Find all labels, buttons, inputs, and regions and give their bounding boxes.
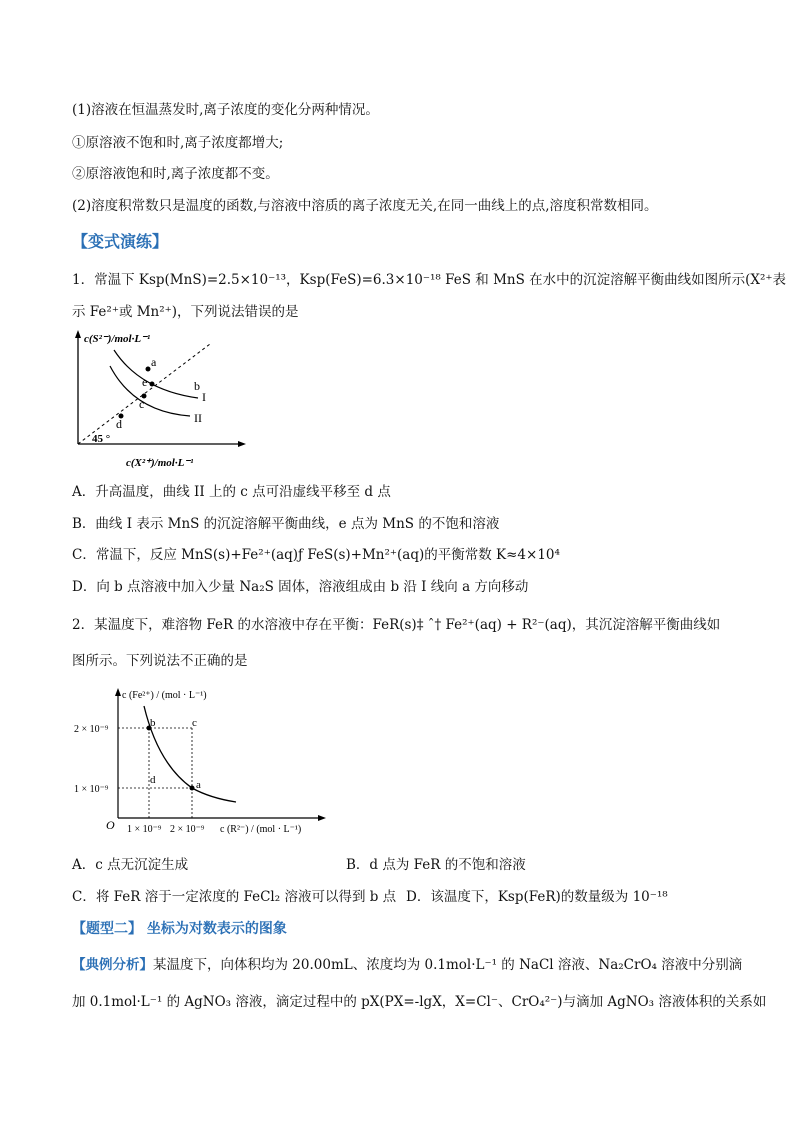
example-text-1: 某温度下，向体积均为 20.00mL、浓度均为 0.1mol·L⁻¹ 的 NaCl 溶液、Na₂CrO₄ 溶液中分别滴 — [153, 957, 743, 973]
q1-option-d: D．向 b 点溶液中加入少量 Na₂S 固体，溶液组成由 b 沿 I 线向 a 方向移动 — [72, 579, 529, 595]
q1-stem-line2: 示 Fe²⁺或 Mn²⁺)，下列说法错误的是 — [72, 304, 299, 320]
q1-point-e — [150, 382, 155, 387]
q1-x-axis-label: c(X²⁺)/mol·L⁻¹ — [126, 457, 194, 469]
section-title-type2: 【题型二】 坐标为对数表示的图象 — [72, 921, 287, 937]
example-label: 【典例分析】 — [72, 957, 153, 973]
q1-y-arrow-icon — [75, 330, 81, 338]
q1-label-e: e — [142, 375, 148, 389]
q1-label-d: d — [116, 417, 122, 431]
q2-label-b: b — [150, 717, 156, 729]
q1-angle-label: 45 ° — [92, 433, 111, 445]
note-line-1: (1)溶液在恒温蒸发时,离子浓度的变化分两种情况。 — [72, 102, 379, 118]
q1-option-c: C．常温下，反应 MnS(s)+Fe²⁺(aq)ƒ FeS(s)+Mn²⁺(aq)的平衡常数 K≈4×10⁴ — [72, 547, 560, 563]
q2-x-axis-label: c (R²⁻) / (mol · L⁻¹) — [220, 824, 302, 835]
q2-graph — [70, 684, 330, 840]
q2-label-c: c — [192, 717, 197, 729]
q2-y-axis-label: c (Fe²⁺) / (mol · L⁻¹) — [122, 690, 207, 701]
q2-y-tick-1: 1 × 10⁻⁹ — [74, 784, 109, 795]
q1-x-arrow-icon — [238, 441, 246, 447]
q2-stem-line2: 图所示。下列说法不正确的是 — [72, 653, 248, 669]
q2-x-arrow-icon — [318, 815, 326, 821]
q2-y-tick-2: 2 × 10⁻⁹ — [74, 724, 109, 735]
q1-graph — [70, 328, 250, 473]
q2-y-arrow-icon — [115, 688, 121, 696]
q2-option-a: A．c 点无沉淀生成 — [72, 857, 189, 873]
q1-option-b: B．曲线 I 表示 MnS 的沉淀溶解平衡曲线，e 点为 MnS 的不饱和溶液 — [72, 516, 500, 532]
q2-option-b: B．d 点为 FeR 的不饱和溶液 — [346, 857, 526, 873]
note-line-3: ②原溶液饱和时,离子浓度都不变。 — [72, 166, 279, 182]
q2-x-tick-1: 1 × 10⁻⁹ — [127, 824, 162, 835]
q2-label-d: d — [150, 774, 156, 786]
q1-point-a — [146, 367, 151, 372]
section-title-practice: 【变式演练】 — [72, 232, 169, 251]
note-line-2: ①原溶液不饱和时,离子浓度都增大; — [72, 135, 284, 151]
note-line-4: (2)溶度积常数只是温度的函数,与溶液中溶质的离子浓度无关,在同一曲线上的点,溶度积常数相同。 — [72, 198, 658, 214]
q1-label-a: a — [151, 355, 157, 369]
q1-curve-label-II: II — [194, 411, 202, 425]
q1-curve-II — [110, 366, 190, 416]
q2-option-c: C．将 FeR 溶于一定浓度的 FeCl₂ 溶液可以得到 b 点 — [72, 889, 397, 905]
q1-y-axis-label: c(S²⁻)/mol·L⁻¹ — [84, 333, 151, 345]
q2-option-d: D．该温度下，Ksp(FeR)的数量级为 10⁻¹⁸ — [406, 889, 668, 905]
q1-label-b: b — [194, 379, 200, 393]
q2-origin-label: O — [106, 818, 115, 832]
q1-option-a: A．升高温度，曲线 II 上的 c 点可沿虚线平移至 d 点 — [72, 484, 391, 500]
q1-stem-line1: 1．常温下 Ksp(MnS)=2.5×10⁻¹³，Ksp(FeS)=6.3×10⁻¹⁸ FeS 和 MnS 在水中的沉淀溶解平衡曲线如图所示(X²⁺表 — [72, 272, 787, 288]
q1-label-c: c — [139, 397, 145, 411]
q2-x-tick-2: 2 × 10⁻⁹ — [170, 824, 205, 835]
q2-label-a: a — [196, 779, 201, 791]
q2-stem-line1: 2．某温度下，难溶物 FeR 的水溶液中存在平衡：FeR(s)‡ ˆ† Fe²⁺(aq) + R²⁻(aq)，其沉淀溶解平衡曲线如 — [72, 617, 721, 633]
example-line2: 加 0.1mol·L⁻¹ 的 AgNO₃ 溶液，滴定过程中的 pX(PX=-lgX，X=Cl⁻、CrO₄²⁻)与滴加 AgNO₃ 溶液体积的关系如 — [72, 994, 767, 1010]
example-line1 — [72, 955, 743, 975]
q2-point-a — [190, 786, 195, 791]
q1-curve-label-I: I — [202, 390, 206, 404]
